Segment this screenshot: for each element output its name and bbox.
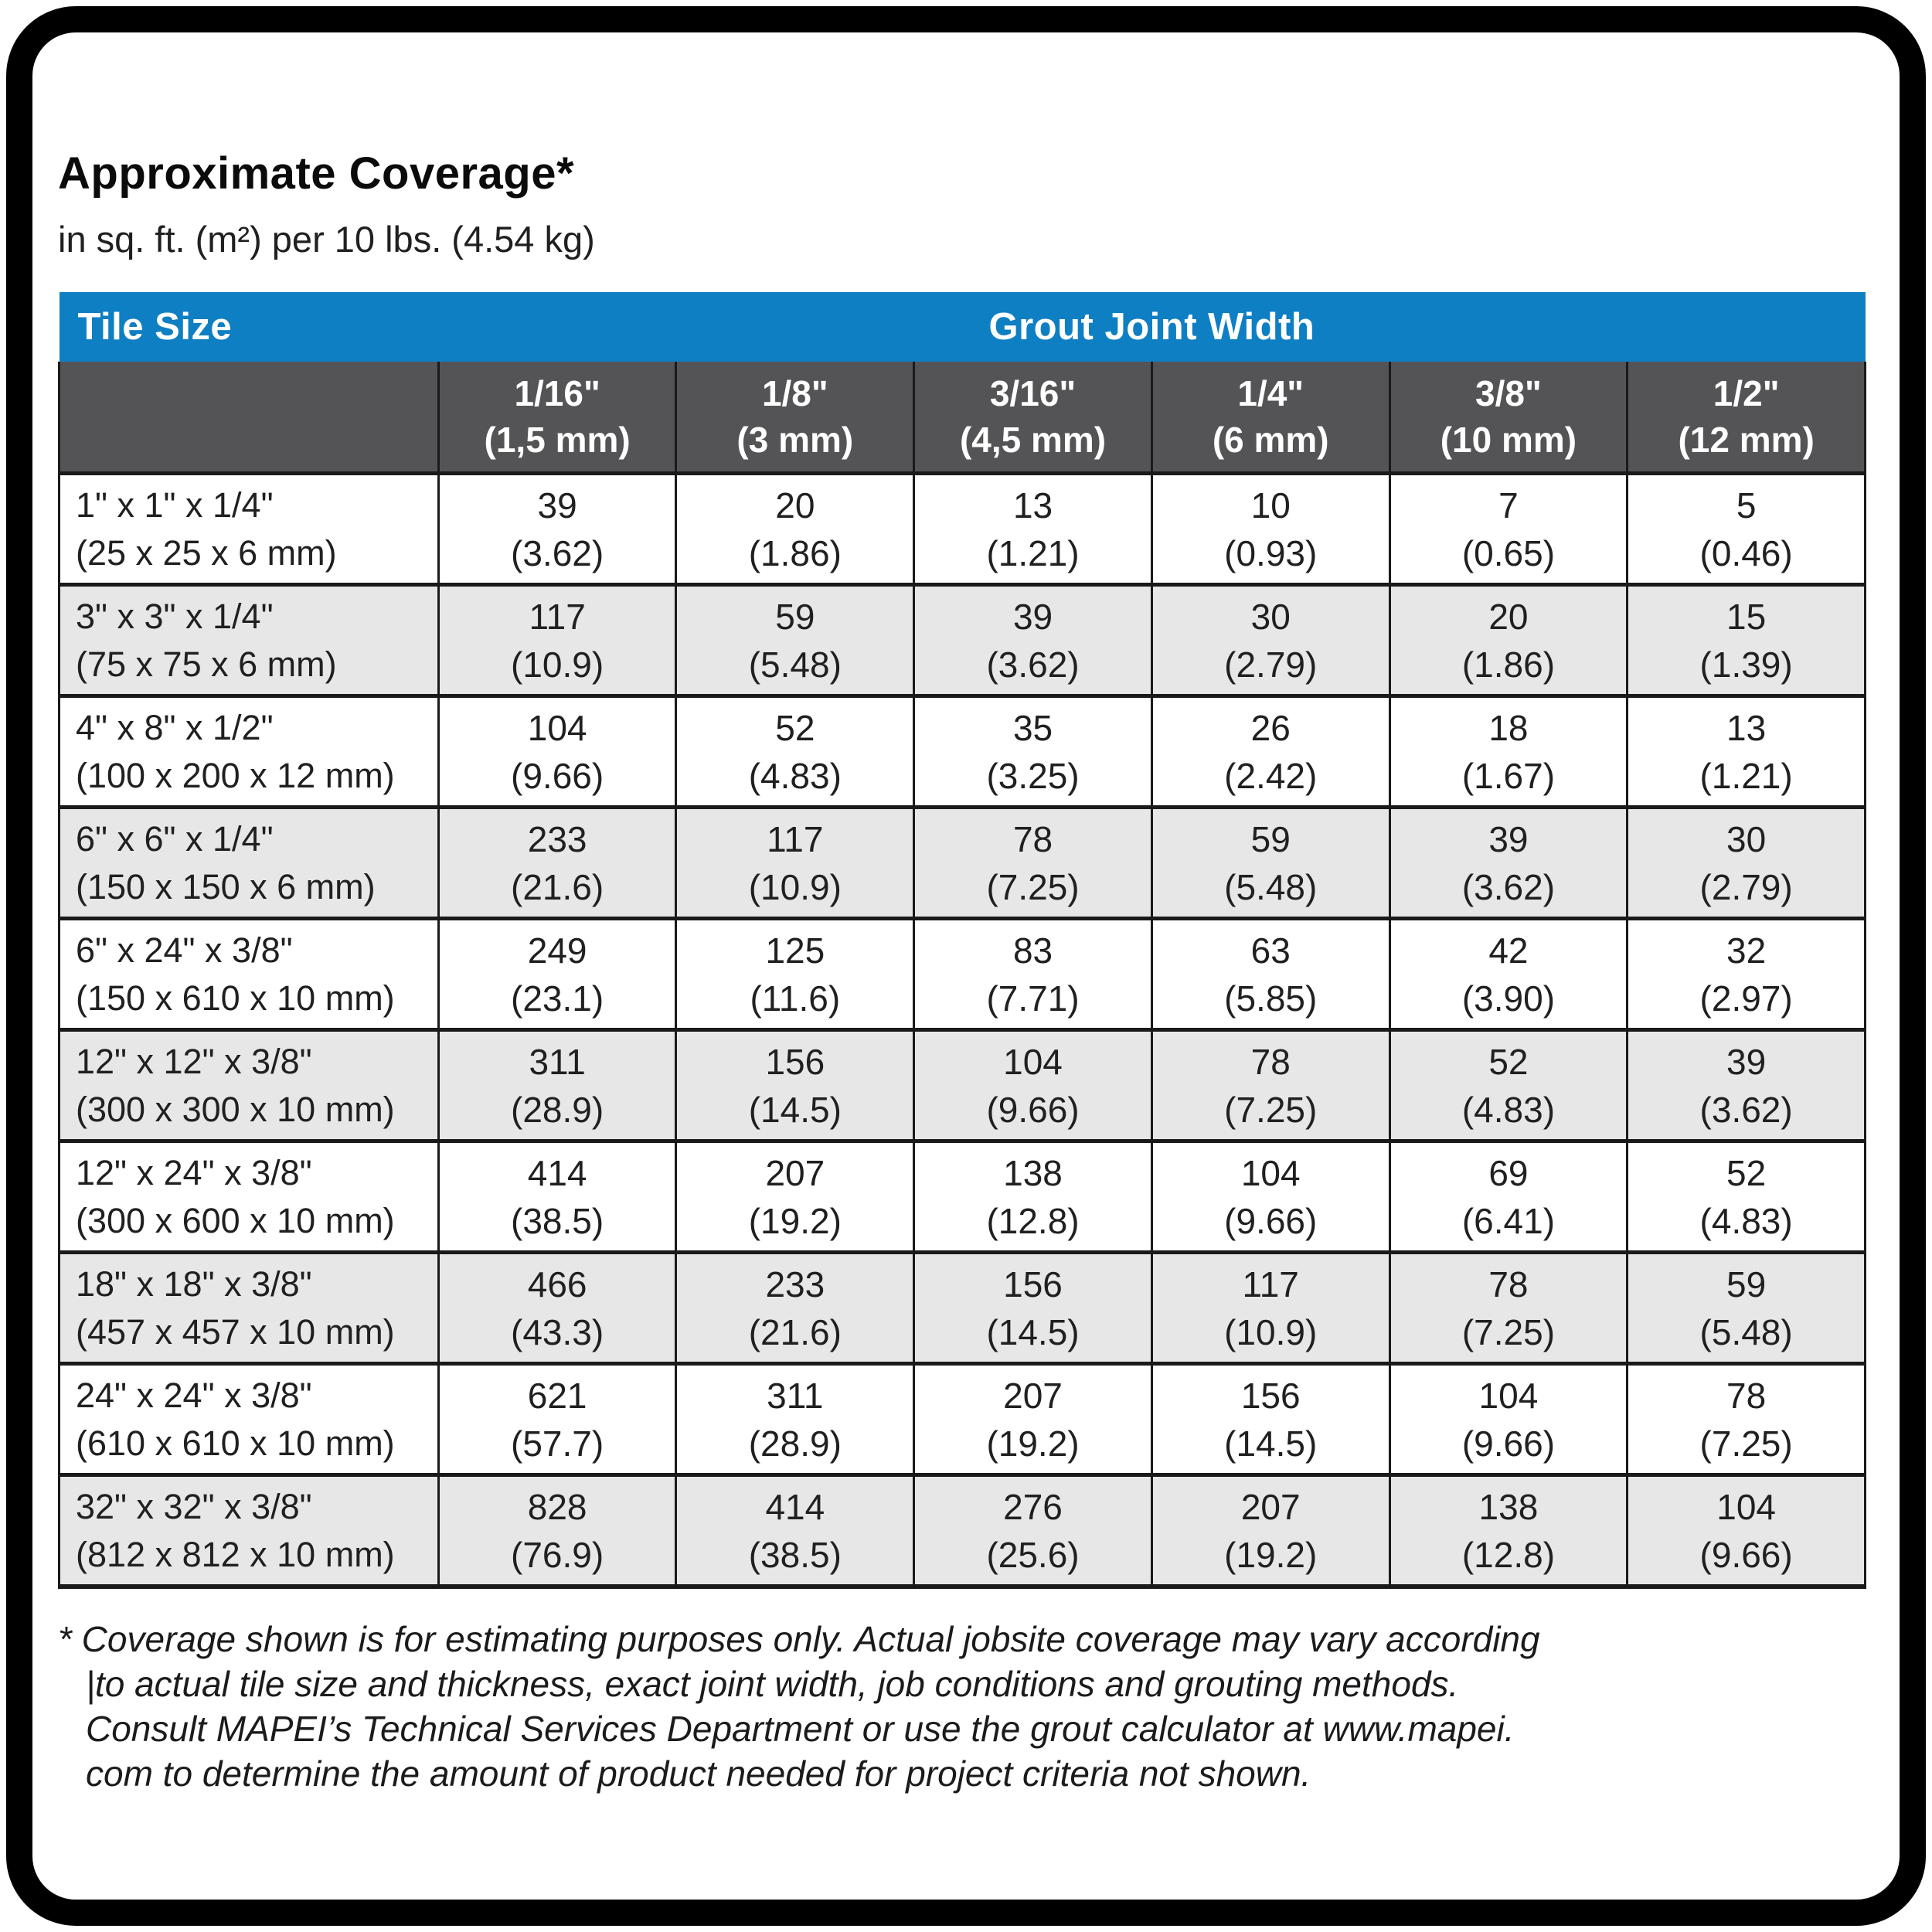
coverage-sqft: 414: [765, 1486, 825, 1527]
coverage-sqft: 39: [1726, 1041, 1767, 1082]
coverage-sqft: 15: [1726, 596, 1767, 637]
coverage-cell: [676, 1141, 914, 1253]
grout-width-column-header: [1389, 362, 1628, 474]
coverage-sqft: 32: [1726, 930, 1767, 971]
tile-size-cell: [60, 1475, 439, 1587]
coverage-cell: [438, 1364, 676, 1475]
tile-size-cell: [60, 808, 439, 919]
coverage-sqft: 13: [1012, 485, 1053, 526]
coverage-sqft: 52: [1488, 1041, 1529, 1082]
grout-width-column-header: [1628, 362, 1866, 474]
coverage-cell: [1389, 1141, 1628, 1253]
tile-size-cell: [60, 919, 439, 1030]
coverage-m2: (10.9): [511, 644, 604, 685]
tile-size-metric: (300 x 600 x 10 mm): [76, 1200, 395, 1240]
tile-size-metric: (150 x 610 x 10 mm): [76, 978, 395, 1018]
coverage-cell: [914, 1030, 1152, 1141]
table-row: [60, 474, 1866, 585]
tile-size-metric: (457 x 457 x 10 mm): [76, 1311, 395, 1352]
coverage-sqft: 5: [1736, 485, 1757, 526]
coverage-sqft: 26: [1250, 707, 1291, 748]
coverage-cell: [676, 1364, 914, 1475]
table-row: [60, 1253, 1866, 1364]
coverage-m2: (5.85): [1224, 978, 1318, 1019]
coverage-m2: (43.3): [511, 1311, 604, 1352]
coverage-sqft: 69: [1488, 1152, 1529, 1193]
coverage-sqft: 42: [1488, 930, 1529, 971]
coverage-sqft: 276: [1003, 1486, 1063, 1527]
tile-size-inches: 12" x 24" x 3/8": [76, 1152, 312, 1192]
table-row: [60, 1030, 1866, 1141]
coverage-cell: [1628, 1364, 1866, 1475]
tile-size-inches: 1" x 1" x 1/4": [76, 485, 274, 525]
page-subtitle: in sq. ft. (m²) per 10 lbs. (4.54 kg): [58, 219, 595, 260]
coverage-cell: [1628, 1475, 1866, 1587]
tile-size-inches: 12" x 12" x 3/8": [76, 1041, 312, 1081]
coverage-sqft: 30: [1726, 818, 1767, 859]
column-width-inches: 1/8": [761, 373, 828, 413]
coverage-cell: [1389, 585, 1628, 696]
coverage-m2: (38.5): [748, 1534, 842, 1575]
coverage-m2: (3.62): [1699, 1089, 1793, 1130]
coverage-m2: (9.66): [1224, 1200, 1318, 1241]
column-width-inches: 1/2": [1713, 373, 1780, 413]
tile-size-metric: (610 x 610 x 10 mm): [76, 1423, 395, 1463]
page-content: [58, 147, 1866, 1796]
coverage-m2: (3.62): [511, 532, 604, 573]
column-width-inches: 1/4": [1237, 373, 1304, 413]
coverage-m2: (2.79): [1224, 644, 1318, 685]
coverage-table: [58, 292, 1866, 1589]
table-row: [60, 919, 1866, 1030]
coverage-cell: [914, 696, 1152, 808]
coverage-m2: (7.71): [986, 978, 1080, 1019]
coverage-cell: [676, 474, 914, 585]
coverage-m2: (12.8): [986, 1200, 1080, 1241]
grout-width-column-header: [438, 362, 676, 474]
coverage-sqft: 207: [1003, 1375, 1063, 1416]
coverage-sqft: 117: [529, 596, 586, 637]
coverage-cell: [1389, 1253, 1628, 1364]
coverage-sqft: 466: [527, 1264, 587, 1304]
coverage-m2: (38.5): [511, 1200, 604, 1241]
coverage-sqft: 138: [1003, 1152, 1063, 1193]
table-row: [60, 1475, 1866, 1587]
coverage-sqft: 117: [767, 818, 824, 859]
tile-size-cell: [60, 696, 439, 808]
grout-width-column-header: [1151, 362, 1389, 474]
column-width-metric: (4,5 mm): [959, 420, 1107, 460]
tile-size-cell: [60, 585, 439, 696]
coverage-sqft: 311: [529, 1041, 586, 1082]
coverage-sqft: 78: [1012, 818, 1053, 859]
coverage-m2: (10.9): [1224, 1311, 1318, 1352]
coverage-sqft: 104: [1240, 1152, 1301, 1193]
coverage-m2: (5.48): [748, 644, 842, 685]
coverage-sqft: 78: [1726, 1375, 1767, 1416]
coverage-cell: [438, 696, 676, 808]
coverage-sqft: 20: [1488, 596, 1529, 637]
coverage-m2: (7.25): [1224, 1089, 1318, 1130]
coverage-sqft: 35: [1012, 707, 1053, 748]
coverage-sqft: 39: [1012, 596, 1053, 637]
coverage-cell: [914, 919, 1152, 1030]
coverage-cell: [1151, 1475, 1389, 1587]
tile-size-inches: 3" x 3" x 1/4": [76, 596, 274, 636]
coverage-cell: [1151, 585, 1389, 696]
coverage-sqft: 59: [775, 596, 815, 637]
coverage-sqft: 63: [1250, 930, 1291, 971]
coverage-sqft: 311: [767, 1375, 824, 1416]
coverage-cell: [438, 1141, 676, 1253]
table-header-row: [60, 292, 1866, 362]
coverage-cell: [1628, 919, 1866, 1030]
coverage-sqft: 156: [1240, 1375, 1301, 1416]
coverage-m2: (19.2): [748, 1200, 842, 1241]
column-width-inches: 3/16": [989, 373, 1077, 413]
coverage-cell: [1389, 919, 1628, 1030]
coverage-cell: [1389, 1475, 1628, 1587]
coverage-cell: [914, 1253, 1152, 1364]
coverage-cell: [1389, 1030, 1628, 1141]
coverage-m2: (3.25): [986, 755, 1080, 796]
coverage-sqft: 104: [1478, 1375, 1539, 1416]
coverage-sqft: 138: [1478, 1486, 1539, 1527]
tile-size-cell: [60, 1253, 439, 1364]
coverage-sqft: 414: [527, 1152, 587, 1193]
coverage-sqft: 104: [1003, 1041, 1063, 1082]
coverage-cell: [1151, 1030, 1389, 1141]
grout-width-column-header: [676, 362, 914, 474]
coverage-cell: [1389, 474, 1628, 585]
tile-size-metric: (25 x 25 x 6 mm): [76, 532, 337, 573]
coverage-cell: [1151, 474, 1389, 585]
coverage-m2: (4.83): [1461, 1089, 1556, 1130]
coverage-cell: [1628, 1141, 1866, 1253]
coverage-sqft: 828: [527, 1486, 587, 1527]
coverage-cell: [676, 808, 914, 919]
table-row: [60, 585, 1866, 696]
tile-size-inches: 18" x 18" x 3/8": [76, 1264, 312, 1304]
coverage-m2: (5.48): [1224, 866, 1318, 907]
coverage-m2: (1.39): [1699, 644, 1793, 685]
footnote-line: * Coverage shown is for estimating purposes only. Actual jobsite coverage may vary according: [58, 1619, 1540, 1659]
coverage-m2: (57.7): [511, 1423, 604, 1464]
coverage-m2: (7.25): [1461, 1311, 1556, 1352]
column-width-metric: (6 mm): [1212, 420, 1329, 460]
coverage-m2: (1.86): [1461, 644, 1556, 685]
coverage-m2: (2.97): [1699, 978, 1793, 1019]
table-row: [60, 1364, 1866, 1475]
footnote-line: |to actual tile size and thickness, exact joint width, job conditions and grouting methods.: [86, 1664, 1459, 1704]
column-header-row: [60, 362, 1866, 474]
coverage-cell: [438, 585, 676, 696]
coverage-sqft: 125: [765, 930, 825, 971]
coverage-sqft: 59: [1726, 1264, 1767, 1304]
coverage-sqft: 233: [527, 818, 587, 859]
tile-size-metric: (812 x 812 x 10 mm): [76, 1534, 395, 1574]
coverage-sqft: 156: [765, 1041, 825, 1082]
coverage-m2: (9.66): [1699, 1534, 1793, 1575]
grout-width-column-header: [914, 362, 1152, 474]
footnote-line: Consult MAPEI’s Technical Services Department or use the grout calculator at www.mapei.: [86, 1709, 1515, 1749]
coverage-m2: (14.5): [986, 1311, 1080, 1352]
coverage-sqft: 59: [1250, 818, 1291, 859]
coverage-m2: (23.1): [511, 978, 604, 1019]
coverage-sqft: 249: [527, 930, 587, 971]
tile-size-inches: 32" x 32" x 3/8": [76, 1486, 312, 1526]
coverage-cell: [676, 1475, 914, 1587]
coverage-cell: [438, 1253, 676, 1364]
column-width-inches: 3/8": [1475, 373, 1542, 413]
coverage-m2: (5.48): [1699, 1311, 1793, 1352]
coverage-m2: (12.8): [1461, 1534, 1556, 1575]
column-width-metric: (3 mm): [736, 420, 854, 460]
tile-size-inches: 4" x 8" x 1/2": [76, 707, 274, 747]
tile-size-inches: 24" x 24" x 3/8": [76, 1375, 312, 1415]
coverage-m2: (11.6): [750, 978, 841, 1019]
table-row: [60, 1141, 1866, 1253]
coverage-sqft: 39: [1488, 818, 1529, 859]
tile-size-cell: [60, 1141, 439, 1253]
coverage-cell: [1628, 1030, 1866, 1141]
grout-joint-width-header: Grout Joint Width: [438, 292, 1865, 362]
coverage-m2: (4.83): [1699, 1200, 1793, 1241]
coverage-sqft: 30: [1250, 596, 1291, 637]
tile-size-cell: [60, 474, 439, 585]
coverage-sqft: 621: [527, 1375, 587, 1416]
coverage-cell: [1628, 696, 1866, 808]
coverage-cell: [1151, 1141, 1389, 1253]
table-row: [60, 696, 1866, 808]
tile-size-inches: 6" x 24" x 3/8": [76, 930, 293, 970]
coverage-m2: (1.21): [1699, 755, 1793, 796]
coverage-m2: (9.66): [986, 1089, 1080, 1130]
coverage-cell: [1628, 585, 1866, 696]
coverage-m2: (7.25): [986, 866, 1080, 907]
coverage-cell: [438, 1030, 676, 1141]
coverage-cell: [676, 696, 914, 808]
coverage-m2: (3.90): [1461, 978, 1556, 1019]
coverage-sqft: 39: [537, 485, 577, 526]
coverage-m2: (2.79): [1699, 866, 1793, 907]
tile-size-metric: (300 x 300 x 10 mm): [76, 1089, 395, 1129]
coverage-sqft: 78: [1250, 1041, 1291, 1082]
coverage-sqft: 52: [1726, 1152, 1767, 1193]
footnote: [58, 1617, 1866, 1796]
table-row: [60, 808, 1866, 919]
coverage-m2: (28.9): [748, 1423, 842, 1464]
coverage-m2: (21.6): [511, 866, 604, 907]
page-title: Approximate Coverage*: [58, 148, 575, 199]
coverage-sqft: 207: [765, 1152, 825, 1193]
column-width-inches: 1/16": [514, 373, 600, 413]
coverage-sqft: 104: [1716, 1486, 1777, 1527]
coverage-cell: [1151, 1364, 1389, 1475]
coverage-m2: (1.67): [1461, 755, 1556, 796]
table-body: [60, 474, 1866, 1587]
coverage-m2: (0.65): [1461, 532, 1556, 573]
coverage-m2: (10.9): [748, 866, 842, 907]
coverage-cell: [1628, 808, 1866, 919]
coverage-m2: (14.5): [748, 1089, 842, 1130]
coverage-cell: [676, 1030, 914, 1141]
column-width-metric: (1,5 mm): [484, 420, 631, 460]
coverage-cell: [676, 1253, 914, 1364]
coverage-m2: (14.5): [1224, 1423, 1318, 1464]
tile-size-cell: [60, 1364, 439, 1475]
tile-size-cell: [60, 1030, 439, 1141]
coverage-cell: [1628, 1253, 1866, 1364]
coverage-m2: (1.21): [986, 532, 1080, 573]
coverage-cell: [1151, 919, 1389, 1030]
coverage-cell: [1389, 1364, 1628, 1475]
column-width-metric: (10 mm): [1440, 420, 1577, 460]
coverage-m2: (6.41): [1461, 1200, 1556, 1241]
coverage-sqft: 104: [527, 707, 587, 748]
tile-size-inches: 6" x 6" x 1/4": [76, 818, 274, 859]
coverage-m2: (21.6): [748, 1311, 842, 1352]
coverage-cell: [1389, 808, 1628, 919]
coverage-sqft: 83: [1012, 930, 1053, 971]
footnote-line: com to determine the amount of product needed for project criteria not shown.: [86, 1753, 1311, 1794]
coverage-m2: (0.46): [1699, 532, 1793, 573]
coverage-sqft: 13: [1726, 707, 1767, 748]
tile-size-metric: (150 x 150 x 6 mm): [76, 866, 376, 906]
tile-size-metric: (75 x 75 x 6 mm): [76, 644, 337, 684]
coverage-cell: [676, 585, 914, 696]
coverage-m2: (9.66): [1461, 1423, 1556, 1464]
coverage-m2: (7.25): [1699, 1423, 1793, 1464]
coverage-sqft: 18: [1488, 707, 1529, 748]
coverage-cell: [1628, 474, 1866, 585]
coverage-cell: [1151, 808, 1389, 919]
coverage-sqft: 78: [1488, 1264, 1529, 1304]
coverage-cell: [438, 919, 676, 1030]
coverage-m2: (0.93): [1224, 532, 1318, 573]
column-width-metric: (12 mm): [1678, 420, 1815, 460]
coverage-cell: [914, 1141, 1152, 1253]
tile-size-metric: (100 x 200 x 12 mm): [76, 755, 395, 795]
coverage-m2: (3.62): [986, 644, 1080, 685]
coverage-cell: [1151, 696, 1389, 808]
tile-size-header: Tile Size: [60, 292, 439, 362]
coverage-cell: [914, 1475, 1152, 1587]
coverage-sqft: 7: [1498, 485, 1519, 526]
coverage-cell: [438, 1475, 676, 1587]
coverage-m2: (3.62): [1461, 866, 1556, 907]
coverage-sqft: 156: [1003, 1264, 1063, 1304]
coverage-sqft: 207: [1240, 1486, 1301, 1527]
coverage-cell: [914, 808, 1152, 919]
coverage-m2: (76.9): [511, 1534, 604, 1575]
coverage-m2: (1.86): [748, 532, 842, 573]
coverage-sqft: 233: [765, 1264, 825, 1304]
coverage-cell: [438, 808, 676, 919]
coverage-sqft: 117: [1242, 1264, 1299, 1304]
coverage-m2: (19.2): [1224, 1534, 1318, 1575]
coverage-sqft: 10: [1250, 485, 1291, 526]
coverage-cell: [676, 919, 914, 1030]
coverage-cell: [914, 474, 1152, 585]
coverage-cell: [914, 585, 1152, 696]
coverage-m2: (25.6): [986, 1534, 1080, 1575]
coverage-m2: (9.66): [511, 755, 604, 796]
coverage-sqft: 52: [775, 707, 815, 748]
coverage-cell: [1151, 1253, 1389, 1364]
coverage-m2: (19.2): [986, 1423, 1080, 1464]
subheader-empty-cell: [60, 362, 439, 474]
coverage-m2: (28.9): [511, 1089, 604, 1130]
coverage-m2: (4.83): [748, 755, 842, 796]
coverage-cell: [438, 474, 676, 585]
coverage-cell: [1389, 696, 1628, 808]
coverage-cell: [914, 1364, 1152, 1475]
coverage-m2: (2.42): [1224, 755, 1318, 796]
coverage-sqft: 20: [775, 485, 815, 526]
